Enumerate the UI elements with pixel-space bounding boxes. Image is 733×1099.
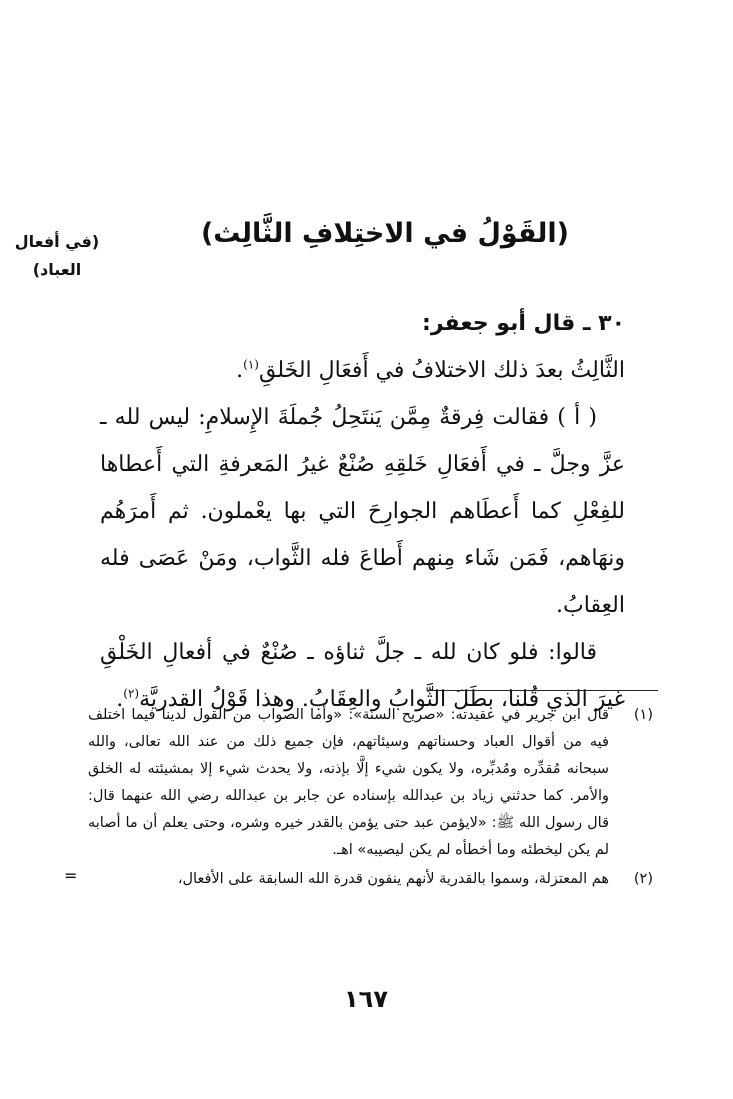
margin-note-line-2: العباد) (32, 260, 82, 279)
paragraph-2-text: ( أ ) فقالت فِرقةٌ مِمَّن يَنتَحِلُ جُملَةَ الإِسلامِ: ليس لله ـ عزَّ وجلَّ ـ في أَفعَالِ خَلقِهِ صُنْعٌ غيرُ المَعرفةِ التي أَعطاها للفِعْلِ كما أَعطَاهم الجوارِحَ التي بها يعْملون. ثم أَمرَهُم ونهَاهم، فَمَن شَاء مِنهم أَطاعَ فله الثَّواب، ومَنْ عَصَى فله العِقابُ. (100, 405, 625, 618)
paragraph-3-tail: . (116, 687, 124, 712)
footnote-2 (64, 866, 653, 893)
paragraph-1 (100, 347, 625, 394)
paragraph-heading: ٣٠ ـ قال أبو جعفر: (422, 311, 625, 336)
paragraph-3-text: قالوا: فلو كان لله ـ جلَّ ثناؤه ـ صُنْعٌ في أفعالِ الخَلْقِ غيرَ الذي قُلنا، بطَلَ الثَّوابُ والعِقَابُ. وهذا قَوْلُ القدريَّة (100, 640, 625, 712)
footnote-ref-1[interactable]: (١) (243, 357, 259, 372)
margin-note (12, 228, 102, 284)
paragraph-1-text: الثَّالِثُ بعدَ ذلك الاختلافُ في أَفعَالِ الخَلقِ (258, 358, 625, 383)
footnotes (64, 702, 653, 895)
footnote-2-number: (٢) (633, 871, 653, 887)
paragraph-2 (100, 394, 625, 629)
footnote-2-text: هم المعتزلة، وسموا بالقدرية لأنهم ينفون قدرة الله السابقة على الأفعال، (177, 871, 609, 887)
footnote-ref-2[interactable]: (٢) (123, 686, 140, 701)
footnote-separator (428, 690, 658, 691)
footnote-continuation-mark: = (64, 866, 78, 885)
footnote-1-text: قال ابن جرير في عقيدته: «صريح السنة»: «وأما الصواب من القول لدينا فيما اختلف فيه من أقوال العباد وحسناتهم وسيئاتهم، فإن جميع ذلك من عند الله تعالى، والله سبحانه مُقدِّره ومُدبِّره، ولا يكون شيء إلَّا بإذنه، ولا يحدث شيء إلا بمشيئته له الخلق والأمر. كما حدثني زياد بن عبدالله بإسناده عن جابر بن عبدالله رضي الله عنهما قال: قال رسول الله ﷺ: «لايؤمن عبد حتى يؤمن بالقدر خيره وشره، وحتى يعلم أن ما أصابه لم يكن ليخطئه وما أخطأه لم يكن ليصيبه» اهـ. (88, 707, 609, 858)
main-text (100, 300, 625, 723)
chapter-title: (القَوْلُ في الاختِلافِ الثَّالِث) (200, 218, 570, 249)
page-number: ١٦٧ (344, 985, 388, 1013)
footnote-1 (88, 702, 653, 864)
margin-note-line-1: (في أفعال (14, 232, 100, 251)
paragraph-1-tail: . (236, 358, 244, 383)
footnote-1-number: (١) (633, 707, 653, 723)
